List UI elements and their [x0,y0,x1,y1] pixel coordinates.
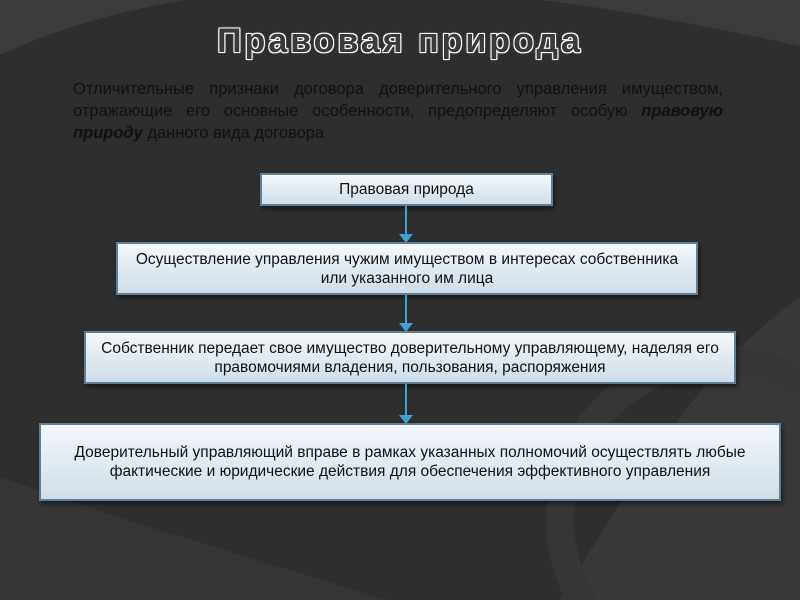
intro-text-start: Отличительные признаки договора доверительного управления имуществом, отражающие его основные особенности, предопределяют особую [73,80,723,120]
down-arrow-icon [405,206,407,242]
slide-title: Правовая природа [217,22,583,60]
diagram-box-legal-nature: Правовая природа [260,173,553,206]
diagram-box-owner-transfer: Собственник передает свое имущество доверительному управляющему, наделяя его правомочиями владения, пользования, распоряжения [84,331,736,384]
intro-emphasis: правовую природу [73,102,723,142]
down-arrow-icon [405,295,407,331]
intro-text-end: данного вида договора [142,124,325,142]
intro-paragraph [73,78,723,144]
down-arrow-icon [405,384,407,423]
diagram-box-management: Осуществление управления чужим имуществом в интересах собственника или указанного им лица [116,242,698,295]
diagram-box-trustee-rights: Доверительный управляющий вправе в рамках указанных полномочий осуществлять любые фактические и юридические действия для обеспечения эффективного управления [39,423,781,501]
